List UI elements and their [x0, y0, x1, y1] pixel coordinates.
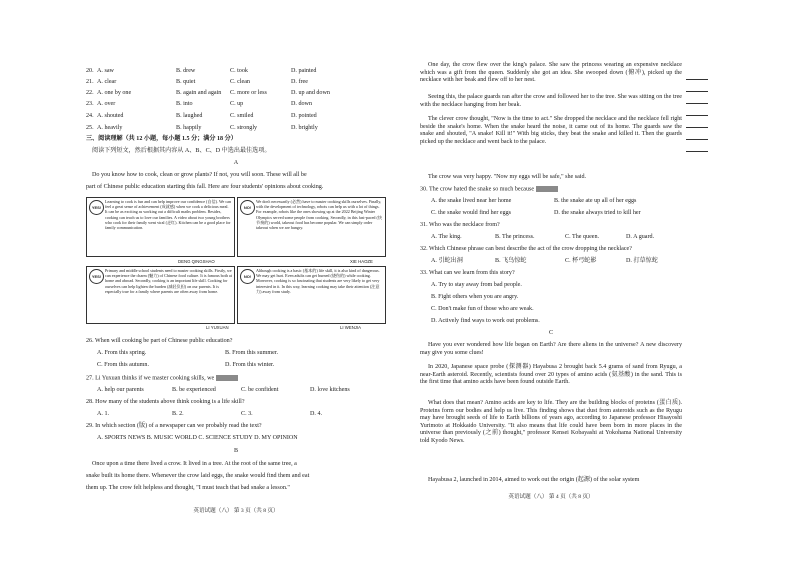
- no-badge: NO!: [240, 269, 255, 284]
- q-number: 25.: [86, 125, 94, 131]
- opt-a: A. From this spring.: [97, 350, 147, 356]
- q29-options: A. SPORTS NEWS B. MUSIC WORLD C. SCIENCE STUDY D. MY OPINION: [97, 435, 298, 441]
- card-text: Learning to cook is fun and can help improve our confidence (自信). We can feel a great sense of achievement (成就感) when we cook a delicious meal. It can be as exciting as working out a difficult maths problem. Besides, cooking can teach us to love our families. A video about two young brothers who cook for their family went viral (走红). Kitchen can be a good place for family communication.: [105, 199, 232, 231]
- yes-badge: YES!: [89, 200, 104, 215]
- opt-c: C. the snake would find her eggs: [431, 210, 512, 216]
- redaction-mark: [536, 186, 558, 192]
- margin-line: [686, 115, 708, 116]
- no-badge: NO!: [240, 200, 255, 215]
- card-text: Primary and middle school students need to master cooking skills. Firstly, we can experience the charm (魅力) of Chinese food culture. It is famous both at home and abroad. Secondly, cooking is an important life skill. Cooking for ourselves can help lighten the burden (减轻负担) on our parents. It is especially true for a family where parents are often away from home.: [105, 268, 232, 294]
- passage-c-p2: In 2020, Japanese space probe (探测器) Hayabusa 2 brought back 5.4 grams of sand from Ryugu, a near-Earth asteroid. Recently, scientists found over 20 types of amino acids (氨基酸) in the sand. This is the first time that amino acids have been found outside Earth.: [420, 364, 682, 386]
- opt-d: D. the snake always tried to kill her: [554, 210, 641, 216]
- card-text: We don't necessarily (必然) have to master cooking skills ourselves. Finally, with the development of technology, robots can help us with a lot of things. For example, robots like the ones showing up at the 2022 Beijing Winter Olympics served some people from cooking. Secondly, in this fast-paced (快节奏的) world, takeout food has become popular. We can simply order takeout when we are hungry.: [256, 199, 382, 231]
- opt-b: B. The princess.: [495, 234, 535, 240]
- student-name: XIE HAOZE: [350, 259, 373, 264]
- passage-c-label: C: [548, 330, 554, 336]
- opt-d: D. From this winter.: [225, 362, 275, 368]
- student-name: LI WENJIA: [340, 325, 362, 330]
- opt-d: D. 打草惊蛇: [626, 258, 658, 264]
- margin-line: [686, 127, 708, 128]
- question-32: 32. Which Chinese phrase can best describe the act of the crow dropping the necklace?: [420, 246, 632, 252]
- opt-c: C. 杯弓蛇影: [565, 258, 597, 264]
- passage-c-p1: Have you ever wondered how life began on Earth? Are there aliens in the universe? A new discovery may give you some clues!: [420, 342, 682, 356]
- opt-c: C. more or less: [230, 90, 267, 96]
- opt-d: D. up and down: [291, 90, 330, 96]
- passage-a-intro-line1: Do you know how to cook, clean or grow plants? If not, you will soon. These will all be: [92, 172, 307, 178]
- q-number: 22.: [86, 90, 94, 96]
- opt-a: A. clear: [97, 79, 117, 85]
- page-footer: 英语试题（八） 第 3 页（共 8 页）: [193, 508, 279, 514]
- opt-a: A. 1.: [97, 411, 110, 417]
- opt-b: B. 飞鸟惊蛇: [495, 258, 527, 264]
- opt-c: C. The queen.: [565, 234, 600, 240]
- opt-a: A. over: [97, 101, 116, 107]
- mc-row: [86, 79, 386, 87]
- mc-row: [86, 113, 386, 121]
- mc-row: [86, 90, 386, 98]
- page-footer: 英语试题（八） 第 4 页（共 8 页）: [508, 494, 594, 500]
- q-number: 21.: [86, 79, 94, 85]
- question-30: [420, 186, 558, 194]
- question-33: 33. What can we learn from this story?: [420, 270, 515, 276]
- margin-line: [686, 103, 708, 104]
- q-number: 23.: [86, 101, 94, 107]
- opt-b: B. 2.: [172, 411, 184, 417]
- margin-line: [686, 139, 708, 140]
- q-number: 24.: [86, 113, 94, 119]
- opinion-card: [86, 266, 235, 324]
- passage-c-p3: What does that mean? Amino acids are key to life. They are the building blocks of proteins (蛋白质). Proteins form our bodies and help us live. This finding shows that dust from asteroids such as the Ryugu may have brought seeds of life to Earth billions of years ago, according to Japanese professor Hisayoshi Yurimoto at Hokkaido University. "It also means that life could have been born in more places in the universe than previously (之前) thought," professor Kensei Kobayashi at Yokohama National University told Kyodo News.: [420, 400, 682, 444]
- opt-a: A. shouted: [97, 113, 124, 119]
- passage-b-p4: The crow was very happy. "Now my eggs will be safe," she said.: [428, 174, 587, 180]
- opinion-card: [86, 197, 235, 257]
- opt-d: D. pointed: [291, 113, 317, 119]
- opt-d: D. brightly: [291, 125, 318, 131]
- passage-b-p2: Seeing this, the palace guards ran after the crow and followed her to the tree. She was sitting on the tree with the necklace hanging from her beak.: [420, 94, 682, 108]
- student-name: LI YUXUAN: [206, 325, 229, 330]
- opt-a: A. Try to stay away from bad people.: [431, 282, 522, 288]
- opt-b: B. drew: [176, 68, 196, 74]
- opt-d: D. 4.: [310, 411, 323, 417]
- opt-c: C. strongly: [230, 125, 258, 131]
- opt-d: D. love kitchens: [310, 387, 350, 393]
- opinion-card: [237, 266, 386, 324]
- margin-line: [686, 91, 708, 92]
- opt-c: C. From this autumn.: [97, 362, 149, 368]
- opt-d: D. free: [291, 79, 308, 85]
- opt-d: D. Actively find ways to work out problems.: [431, 318, 540, 324]
- opt-a: A. the snake lived near her home: [431, 198, 512, 204]
- opt-a: A. 引蛇出洞: [431, 258, 463, 264]
- opt-d: D. A guard.: [626, 234, 655, 240]
- opt-c: C. 3.: [241, 411, 253, 417]
- opt-b: B. happily: [176, 125, 202, 131]
- redaction-mark: [216, 375, 238, 381]
- opt-c: C. clean: [230, 79, 250, 85]
- opt-b: B. again and again: [176, 90, 222, 96]
- passage-b-label: B: [233, 448, 239, 454]
- opt-d: D. down: [291, 101, 312, 107]
- passage-b-p1: One day, the crow flew over the king's palace. She saw the princess wearing an expensive necklace which was a gift from the queen. Suddenly she got an idea. She swooped down (俯冲), picked up the necklace with her beak and flew off to her nest.: [420, 62, 682, 84]
- margin-line: [686, 151, 708, 152]
- passage-b-line3: them up. The crow felt helpless and thought, "I must teach that bad snake a lesson.": [86, 485, 290, 491]
- q27-text: 27. Li Yuxuan thinks if we master cooking skills, we: [86, 375, 215, 382]
- q-number: 20.: [86, 68, 94, 74]
- mc-row: [86, 68, 386, 76]
- opt-c: C. Don't make fun of those who are weak.: [431, 306, 534, 312]
- opt-c: C. up: [230, 101, 244, 107]
- q30-text: 30. The crow hated the snake so much because: [420, 186, 535, 193]
- question-29: 29. In which section (版) of a newspaper can we probably read the text?: [86, 423, 262, 429]
- opt-b: B. Fight others when you are angry.: [431, 294, 519, 300]
- passage-b-line1: Once upon a time there lived a crow. It lived in a tree. At the root of the same tree, a: [92, 461, 297, 467]
- yes-badge: YES!: [89, 269, 104, 284]
- opinion-card: [237, 197, 386, 257]
- margin-line: [686, 79, 708, 80]
- opt-a: A. The king.: [431, 234, 462, 240]
- question-27: [86, 375, 238, 383]
- mc-row: [86, 101, 386, 109]
- opt-a: A. one by one: [97, 90, 132, 96]
- opt-c: C. smiled: [230, 113, 254, 119]
- opt-b: B. the snake ate up all of her eggs: [554, 198, 637, 204]
- card-text: Although cooking is a basic (基本的) life skill, it is also kind of dangerous. We may get hurt. Even adults can get burned (烧伤的) while cooking. Moreover, cooking is so fascinating that students are very likely to get very interested in it. In this way, learning cooking may take their attention (注意力) away from study.: [256, 268, 380, 294]
- opt-c: C. took: [230, 68, 248, 74]
- question-26: 26. When will cooking be part of Chinese public education?: [86, 338, 233, 344]
- opt-b: B. into: [176, 101, 193, 107]
- passage-b-line2: snake built its home there. Whenever the crow laid eggs, the snake would find them and eat: [86, 473, 310, 479]
- opt-b: B. laughed: [176, 113, 203, 119]
- opt-b: B. be experienced: [172, 387, 216, 393]
- passage-c-p4: Hayabusa 2, launched in 2014, aimed to work out the origin (起源) of the solar system: [428, 477, 640, 483]
- opt-a: A. help our parents: [97, 387, 144, 393]
- question-28: 28. How many of the students above think cooking is a life skill?: [86, 399, 245, 405]
- passage-b-p3: The clever crow thought, "Now is the time to act." She dropped the necklace and the necklace fell right beside the snake's home. When the snake heard the noise, it came out of its home. The guards saw the snake and shouted, "A snake! Kill it!" With big sticks, they beat the snake and killed it. Then the guards picked up the necklace and went back to the palace.: [420, 116, 682, 145]
- opt-b: B. quiet: [176, 79, 196, 85]
- student-name: DENG QINGSHAO: [178, 259, 215, 264]
- section-title: 三、阅读理解（共 12 小题，每小题 1.5 分；满分 18 分）: [86, 136, 237, 142]
- passage-a-intro-line2: part of Chinese public education starting this fall. Here are four students' opinions about cooking.: [86, 184, 324, 190]
- opt-a: A. saw: [97, 68, 114, 74]
- passage-a-label: A: [233, 160, 239, 166]
- question-31: 31. Who was the necklace from?: [420, 222, 500, 228]
- mc-row: [86, 125, 386, 133]
- opt-c: C. be confident: [241, 387, 279, 393]
- section-instruction: 阅读下列短文，然后根据其内容从 A、B、C、D 中选出最佳选项。: [92, 148, 271, 154]
- opt-d: D. painted: [291, 68, 317, 74]
- opt-a: A. heavily: [97, 125, 123, 131]
- opt-b: B. From this summer.: [225, 350, 278, 356]
